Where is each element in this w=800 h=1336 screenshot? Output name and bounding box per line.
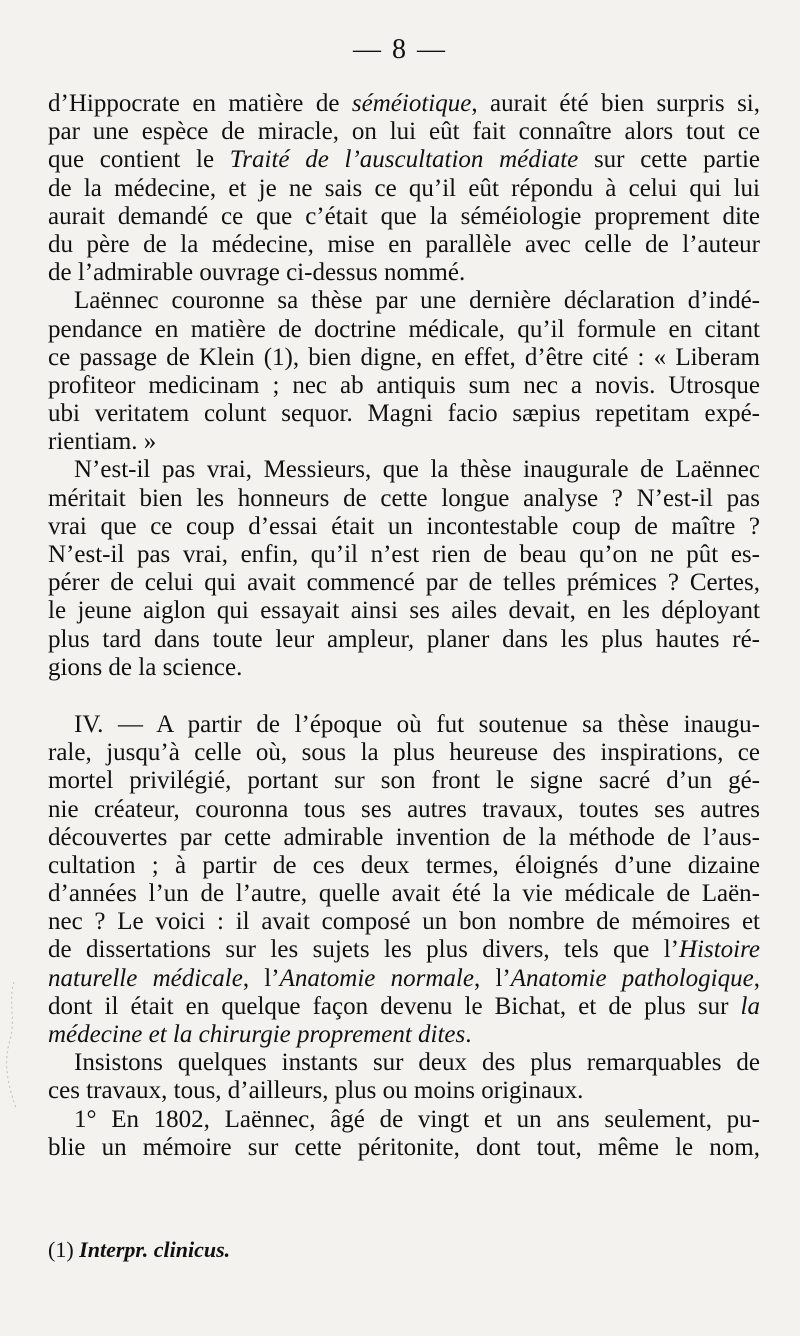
page-number: — 8 — bbox=[353, 34, 447, 65]
section-gap bbox=[48, 682, 760, 711]
text-line: naturelle médicale, l’Anatomie normale, l’Anatomie pathologique, bbox=[48, 964, 760, 992]
footnote bbox=[48, 1236, 760, 1264]
footnote-text: Interpr. clinicus. bbox=[79, 1237, 231, 1262]
text-line: méritait bien les honneurs de cette longue analyse ? N’est-il pas bbox=[48, 484, 760, 512]
text-line: nie créateur, couronna tous ses autres travaux, toutes ses autres bbox=[48, 795, 760, 823]
text-line: ces travaux, tous, d’ailleurs, plus ou moins originaux. bbox=[48, 1077, 584, 1105]
text-line: nec ? Le voici : il avait composé un bon nombre de mémoires et bbox=[48, 908, 760, 936]
text-line: que contient le Traité de l’auscultation médiate sur cette partie bbox=[48, 146, 760, 174]
footnote-marker: (1) bbox=[48, 1237, 74, 1262]
italic-text: médecine et la chirurgie proprement dites bbox=[48, 1021, 466, 1048]
text-line: par une espèce de miracle, on lui eût fait connaître alors tout ce bbox=[48, 118, 760, 146]
text-line: IV. — A partir de l’époque où fut soutenue sa thèse inaugu- bbox=[74, 710, 760, 738]
text-line: cultation ; à partir de ces deux termes, éloignés d’une dizaine bbox=[48, 851, 760, 879]
text-line: d’Hippocrate en matière de séméiotique, aurait été bien surpris si, bbox=[48, 90, 760, 117]
text-line: le jeune aiglon qui essayait ainsi ses ailes devait, en les déployant bbox=[48, 597, 760, 625]
text-line: aurait demandé ce que c’était que la séméiologie proprement dite bbox=[48, 202, 760, 230]
body-text bbox=[48, 90, 760, 1162]
text-line: rientiam. » bbox=[48, 428, 157, 456]
text-line: N’est-il pas vrai, Messieurs, que la thèse inaugurale de Laënnec bbox=[74, 456, 760, 484]
text-line: d’années l’un de l’autre, quelle avait été la vie médicale de Laën- bbox=[48, 880, 760, 908]
text-line: 1° En 1802, Laënnec, âgé de vingt et un ans seulement, pu- bbox=[74, 1105, 760, 1133]
text-line: Laënnec couronne sa thèse par une dernière déclaration d’indé- bbox=[74, 287, 760, 315]
text-line: du père de la médecine, mise en parallèle avec celle de l’auteur bbox=[48, 230, 760, 258]
text-line: mortel privilégié, portant sur son front le signe sacré d’un gé- bbox=[48, 767, 760, 795]
text-line: ce passage de Klein (1), bien digne, en effet, d’être cité : « Liberam bbox=[48, 343, 760, 371]
text-line: rale, jusqu’à celle où, sous la plus heureuse des inspirations, ce bbox=[48, 739, 760, 767]
text-line: gions de la science. bbox=[48, 653, 243, 681]
text-line: blie un mémoire sur cette péritonite, dont tout, même le nom, bbox=[48, 1133, 760, 1161]
text-line: ubi veritatem colunt sequor. Magni facio sæpius repetitam expé- bbox=[48, 400, 760, 428]
text-line: plus tard dans toute leur ampleur, planer dans les plus hautes ré- bbox=[48, 625, 760, 653]
text-line: N’est-il pas vrai, enfin, qu’il n’est rien de beau qu’on ne pût es- bbox=[48, 541, 760, 568]
italic-text: Histoire bbox=[678, 936, 760, 964]
text-line: médecine et la chirurgie proprement dites. bbox=[48, 1021, 472, 1048]
text-line: Insistons quelques instants sur deux des plus remarquables de bbox=[74, 1049, 760, 1077]
text-line: de l’admirable ouvrage ci-dessus nommé. bbox=[48, 259, 466, 287]
text-line: vrai que ce coup d’essai était un incontestable coup de maître ? bbox=[48, 512, 760, 540]
italic-text: naturelle médicale bbox=[48, 964, 243, 992]
text-line: profiteor medicinam ; nec ab antiquis sum nec a novis. Utrosque bbox=[48, 371, 760, 399]
text-line: découvertes par cette admirable invention de la méthode de l’aus- bbox=[48, 823, 760, 851]
italic-text: séméiotique bbox=[351, 90, 472, 117]
text-line: de dissertations sur les sujets les plus divers, tels que l’Histoire bbox=[48, 936, 760, 964]
text-line: pérer de celui qui avait commencé par de telles prémices ? Certes, bbox=[48, 569, 760, 597]
italic-text: Anatomie pathologique bbox=[510, 964, 754, 992]
text-line: dont il était en quelque façon devenu le Bichat, et de plus sur la bbox=[48, 992, 760, 1020]
italic-text: Traité de l’auscultation médiate bbox=[229, 146, 579, 174]
italic-text: Anatomie normale bbox=[279, 964, 474, 992]
margin-pencil-mark bbox=[2, 980, 22, 1110]
text-line: de la médecine, et je ne sais ce qu’il eût répondu à celui qui lui bbox=[48, 174, 760, 202]
italic-text: la bbox=[740, 992, 760, 1020]
text-line: pendance en matière de doctrine médicale, qu’il formule en citant bbox=[48, 315, 760, 343]
